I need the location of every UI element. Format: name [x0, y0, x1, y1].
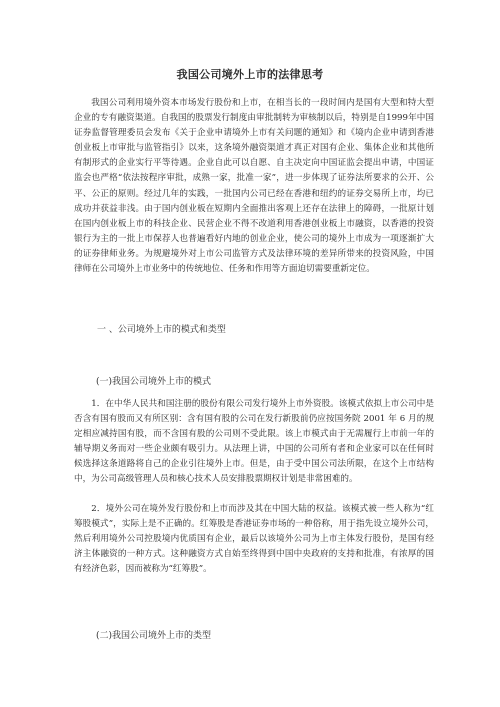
subsection-heading: (一)我国公司境外上市的模式 [96, 377, 212, 387]
section-heading: 一 、公司境外上市的模式和类型 [97, 325, 226, 335]
paragraph-item-1: 1．在中华人民共和国注册的股份有限公司发行境外上市外资股。该模式依拟上市公司中是否含有国有股而又有所区别：含有国有股的公司在发行新股前仍应按国务院 2001 年 6 月的规定相应减持国有股，而不含国有股的公司则不受此限。该上市模式由于无需履行上市前一年的辅导期义务而对一些企业颇有吸引力。从法理上讲，中国的公司所有者和企业家可以在任何时候选择这条道路将自己的企业引往境外上市。但是，由于受中国公司法所限，在这个上市结构中，为公司高级管理人员和核心技术人员安排股票期权计划是非常困难的。 [74, 399, 434, 485]
paragraph-item-2: 2．境外公司在境外发行股份和上市而涉及其在中国大陆的权益。该模式被一些人称为“红筹股模式”，实际上是不正确的。红筹股是香港证券市场的一种俗称，用于指先设立境外公司，然后利用境外公司控股境内优质国有企业，最后以该境外公司为上市主体发行股份，是国有经济主体融资的一种方式。这种融资方式自始至终得到中国中央政府的支持和批准，有浓厚的国有经济色彩，因而被称为“红筹股”。 [74, 504, 434, 575]
document-title: 我国公司境外上市的法律思考 [176, 68, 324, 81]
subsection-heading: (二)我国公司境外上市的类型 [96, 631, 212, 641]
intro-paragraph: 我国公司利用境外资本市场发行股份和上市，在相当长的一段时间内是国有大型和特大型企业的专有融资渠道。自我国的股票发行制度由审批制转为审核制以后，特别是自1999年中国证券监督管理委员会发布《关于企业申请境外上市有关问题的通知》和《境内企业申请到香港创业板上市审批与监管指引》以来，这条境外融资渠道才真正对国有企业、集体企业和其他所有制形式的企业实行平等待遇。企业自此可以自愿、自主决定向中国证监会提出申请，中国证监会也严格“依法按程序审批，成熟一家，批准一家”，进一步体现了证券法所要求的公开、公平、公正的原则。经过几年的实践，一批国内公司已经在香港和纽约的证券交易所上市，均已成功并获益非浅。由于国内创业板在短期内全面推出客观上还存在法律上的障碍，一批原计划在国内创业板上市的科技企业、民营企业不得不改道利用香港创业板上市融资，以香港的投资银行为主的一批上市保荐人也普遍看好内地的创业企业，使公司的境外上市成为一项逐渐扩大的证券律师业务。为规避境外对上市公司监管方式及法律环境的差异所带来的投资风险，中国律师在公司境外上市业务中的传统地位、任务和作用等方面迫切需要重新定位。 [74, 98, 434, 275]
